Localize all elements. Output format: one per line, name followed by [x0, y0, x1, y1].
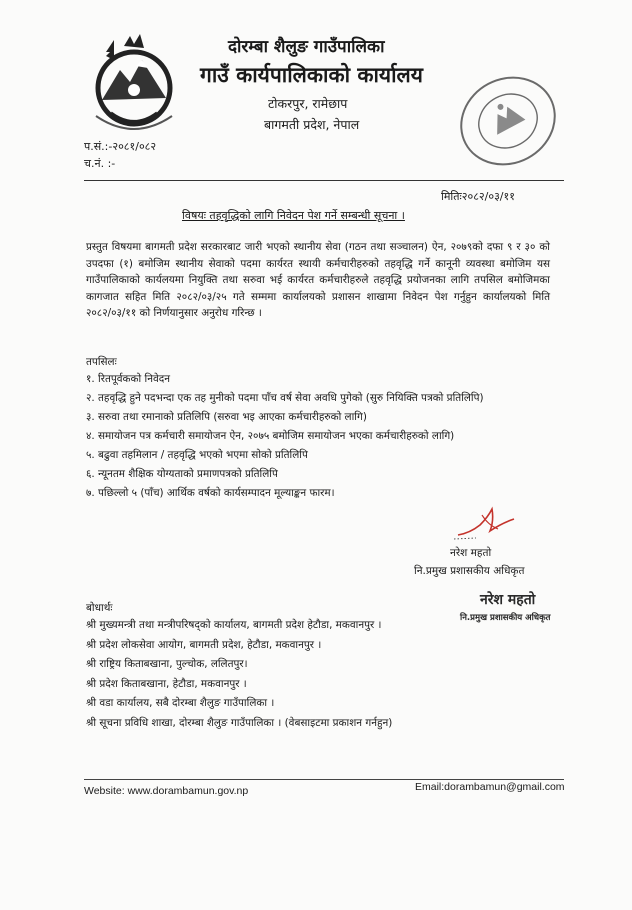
footer-website: Website: www.dorambamun.gov.np	[84, 785, 249, 797]
list-item: २. तहवृद्धि हुने पदभन्दा एक तह मुनीको पदमा पाँच वर्ष सेवा अवधि पुगेको (सुरु नियिक्ति पत्रको प्रतिलिपि)	[86, 392, 484, 404]
office-place: टोकरपुर, रामेछाप	[268, 96, 348, 111]
stamp-name: नरेश महतो	[480, 592, 536, 608]
stamp-title: नि.प्रमुख प्रशासकीय अधिकृत	[460, 613, 551, 623]
list-item: श्री वडा कार्यालय, सबै दोरम्बा शैलुङ गाउँपालिका ।	[86, 697, 275, 709]
list-item: ७. पछिल्लो ५ (पाँच) आर्थिक वर्षको कार्यसम्पादन मूल्याङ्कन फारम।	[86, 487, 335, 499]
municipality-name: दोरम्बा शैलुङ गाउँपालिका	[228, 37, 385, 57]
reference-number: प.सं.:-२०८१/०८२	[84, 140, 157, 153]
header-divider	[84, 180, 564, 181]
dispatch-number: च.नं. :-	[84, 157, 116, 170]
list-item: श्री राष्ट्रिय किताबखाना, पुल्चोक, ललितपुर।	[86, 658, 248, 670]
list-item: ५. बढुवा तहमिलान / तहवृद्धि भएको भएमा सोको प्रतिलिपि	[86, 449, 308, 461]
list-item: ६. न्यूनतम शैक्षिक योग्यताको प्रमाणपत्रको प्रतिलिपि	[86, 468, 278, 480]
office-name: गाउँ कार्यपालिकाको कार्यालय	[200, 63, 423, 87]
office-seal-icon	[452, 70, 564, 172]
letter-subject: विषयः तहवृद्धिको लागि निवेदन पेश गर्ने सम्बन्धी सूचना ।	[182, 209, 405, 222]
footer-divider	[84, 779, 564, 780]
list-item: १. रितपूर्वकको निवेदन	[86, 373, 171, 385]
cc-title: बोधार्थः	[86, 602, 113, 614]
list-item: श्री सूचना प्रविधि शाखा, दोरम्बा शैलुङ गाउँपालिका । (वेबसाइटमा प्रकाशन गर्नहुन)	[86, 716, 393, 729]
tapasil-title: तपसिलः	[86, 356, 117, 368]
tapasil-list	[86, 354, 556, 504]
list-item: ३. सरुवा तथा रमानाको प्रतिलिपि (सरुवा भइ आएका कर्मचारीहरुको लागि)	[86, 411, 367, 423]
nepal-emblem-icon	[84, 30, 184, 140]
list-item: श्री प्रदेश किताबखाना, हेटौडा, मकवानपुर ।	[86, 677, 247, 690]
signature-icon	[452, 505, 522, 545]
list-item: श्री प्रदेश लोकसेवा आयोग, बागमती प्रदेश, हेटौडा, मकवानपुर ।	[86, 638, 322, 651]
signatory-title: नि.प्रमुख प्रशासकीय अधिकृत	[414, 565, 525, 577]
letter-date: मितिः२०८२/०३/११	[441, 190, 515, 203]
list-item: श्री मुख्यमन्त्री तथा मन्त्रीपरिषद्को कार्यालय, बागमती प्रदेश हेटौडा, मकवानपुर ।	[86, 619, 382, 631]
footer-email: Email:dorambamun@gmail.com	[415, 781, 565, 793]
list-item: ४. समायोजन पत्र कर्मचारी समायोजन ऐन, २०७५ बमोजिम समायोजन भएका कर्मचारीहरुको लागि)	[86, 430, 455, 442]
signatory-name: नरेश महतो	[450, 547, 492, 559]
letter-body: प्रस्तुत विषयमा बागमती प्रदेश सरकारबाट जारी भएको स्थानीय सेवा (गठन तथा सञ्चालन) ऐन, २०७९को दफा ९ र ३० को उपदफा (१) बमोजिम स्थानीय सेवाको पदमा कार्यरत स्थायी कर्मचारीहरुको तहवृद्धि गर्ने कानूनी व्यवस्था बमोजिम यस गाउँपालिकाको कार्यलयमा नियुक्ति तथा सरुवा भई कार्यरत कर्मचारीहरुले तहवृद्धि प्रयोजनका लागि तपसिल बमोजिमका कागजात सहित मिति २०८२/०३/२५ गते सम्ममा कार्यालयको प्रशासन शाखामा निवेदन पेश गर्नुहुन कार्यालयको मिति २०८२/०३/११ को निर्णयानुसार अनुरोध गरिन्छ ।	[86, 241, 550, 320]
cc-list	[86, 600, 486, 733]
office-province: बागमती प्रदेश, नेपाल	[264, 117, 360, 132]
